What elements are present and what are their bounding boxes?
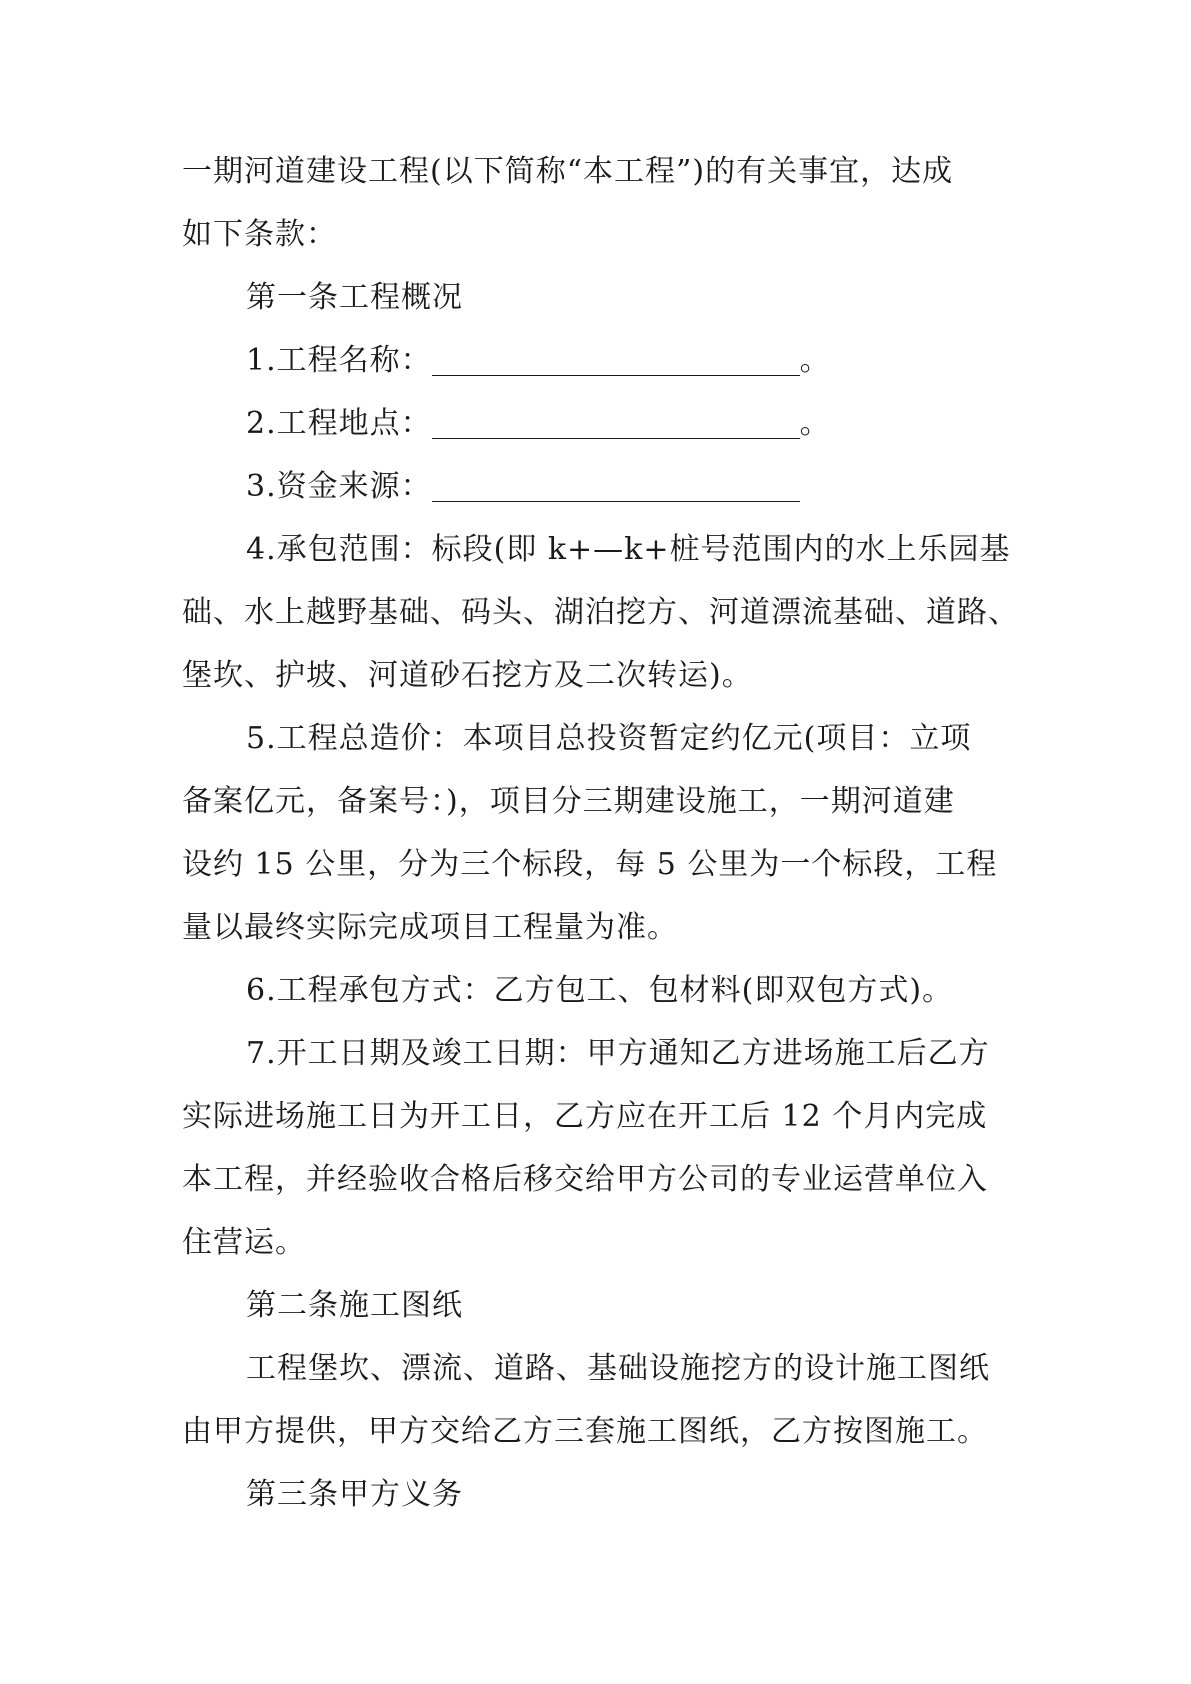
- project-name-blank-line: [432, 345, 800, 376]
- funding-source-blank-line: [432, 471, 800, 502]
- item-contract-method: 6.工程承包方式：乙方包工、包材料(即双包方式)。: [246, 973, 954, 1008]
- drawings-line: 由甲方提供，甲方交给乙方三套施工图纸，乙方按图施工。: [182, 1414, 988, 1449]
- article-3-heading: 第三条甲方义务: [246, 1477, 463, 1512]
- total-cost-line: 5.工程总造价：本项目总投资暂定约亿元(项目：立项: [246, 721, 972, 756]
- contract-scope-line: 堡坎、护坡、河道砂石挖方及二次转运)。: [182, 658, 753, 693]
- contract-scope-line: 础、水上越野基础、码头、湖泊挖方、河道漂流基础、道路、: [182, 595, 1019, 630]
- schedule-line: 住营运。: [182, 1225, 306, 1260]
- item-project-location-end: 。: [799, 406, 831, 441]
- total-cost-line: 量以最终实际完成项目工程量为准。: [182, 910, 678, 945]
- schedule-line: 实际进场施工日为开工日，乙方应在开工后 12 个月内完成: [182, 1099, 988, 1134]
- schedule-line: 7.开工日期及竣工日期：甲方通知乙方进场施工后乙方: [246, 1036, 990, 1071]
- contract-scope-line: 4.承包范围：标段(即 k+—k+桩号范围内的水上乐园基: [246, 532, 1011, 567]
- item-funding-source-label: 3.资金来源：: [246, 469, 432, 504]
- item-project-name-end: 。: [799, 343, 831, 378]
- intro-paragraph: [182, 140, 1012, 266]
- item-funding-source: [182, 455, 1012, 518]
- article-1-heading: 第一条工程概况: [246, 280, 463, 315]
- item-project-location-label: 2.工程地点：: [246, 406, 432, 441]
- document-page: [182, 140, 1019, 1526]
- drawings-line: 工程堡坎、漂流、道路、基础设施挖方的设计施工图纸: [246, 1351, 990, 1386]
- item-project-name: [182, 329, 1012, 392]
- item-project-name-label: 1.工程名称：: [246, 343, 432, 378]
- item-project-location: [182, 392, 1012, 455]
- intro-line: 如下条款：: [182, 217, 337, 252]
- item-contract-scope: [182, 518, 1019, 707]
- project-location-blank-line: [432, 408, 800, 439]
- intro-line: 一期河道建设工程(以下简称“本工程”)的有关事宜，达成: [182, 154, 954, 189]
- article-2-heading: 第二条施工图纸: [246, 1288, 463, 1323]
- total-cost-line: 备案亿元，备案号：)，项目分三期建设施工，一期河道建: [182, 784, 955, 819]
- schedule-line: 本工程，并经验收合格后移交给甲方公司的专业运营单位入: [182, 1162, 988, 1197]
- total-cost-line: 设约 15 公里，分为三个标段，每 5 公里为一个标段，工程: [182, 847, 998, 882]
- item-schedule: [182, 1022, 1012, 1274]
- item-total-cost: [182, 707, 1012, 959]
- article-2-body: [182, 1337, 1012, 1463]
